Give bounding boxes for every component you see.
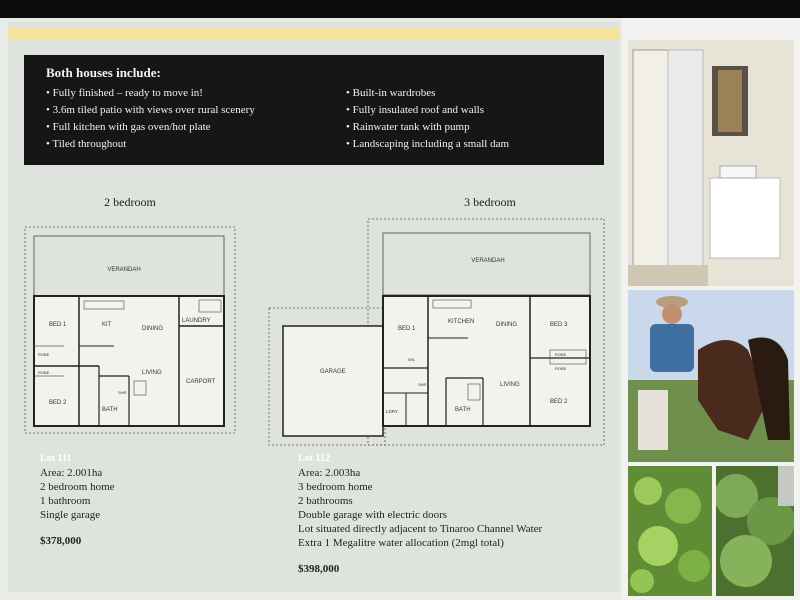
room-verandah: VERANDAH	[107, 267, 141, 273]
room-carport: CARPORT	[186, 379, 216, 385]
floor-plan-2-bedroom	[24, 226, 236, 436]
plan-two-title: 2 bedroom	[104, 195, 156, 209]
room-living: LIVING	[500, 382, 520, 388]
horse-riders-photo	[628, 290, 794, 462]
feature-item: • Fully finished – ready to move in!	[46, 85, 346, 102]
lot-line: Single garage	[40, 509, 101, 521]
lot-line: 2 bedroom home	[40, 481, 115, 493]
room-living: LIVING	[142, 370, 162, 376]
floor-plan-3-bedroom	[268, 218, 608, 448]
room-robe-2: ROBE	[555, 366, 567, 371]
top-bar	[0, 0, 800, 18]
lot-price: $398,000	[298, 563, 340, 575]
lot-name: Lot 111	[40, 453, 72, 464]
room-bed1: BED 1	[398, 326, 416, 332]
accent-stripe	[8, 28, 620, 40]
feature-item: • 3.6m tiled patio with views over rural scenery	[46, 102, 346, 119]
feature-item: • Full kitchen with gas oven/hot plate	[46, 119, 346, 136]
lot-line: Lot situated directly adjacent to Tinaroo Channel Water	[298, 523, 543, 535]
room-garage: GARAGE	[320, 369, 346, 375]
room-robe-1: ROBE	[38, 352, 50, 357]
lot-line: Area: 2.001ha	[40, 467, 103, 479]
room-ldry: LDRY	[386, 409, 398, 414]
room-kit: KIT	[102, 322, 112, 328]
lot-line: Area: 2.003ha	[298, 467, 361, 479]
room-robe-1: ROBE	[555, 352, 567, 357]
feature-item: • Landscaping including a small dam	[346, 136, 509, 153]
lot-line: 2 bathrooms	[298, 495, 353, 507]
feature-item: • Built-in wardrobes	[346, 85, 509, 102]
lot-111-details	[40, 452, 260, 548]
lot-line: 1 bathroom	[40, 495, 91, 507]
room-bed1: BED 1	[49, 322, 67, 328]
feature-item: • Rainwater tank with pump	[346, 119, 509, 136]
room-bath: BATH	[455, 407, 471, 413]
lot-line: Extra 1 Megalitre water allocation (2mgl total)	[298, 537, 504, 549]
shrub-photo	[716, 466, 794, 596]
room-laundry: LAUNDRY	[182, 318, 211, 324]
features-list-left	[46, 85, 346, 153]
room-kitchen: KITCHEN	[448, 319, 475, 325]
features-heading: Both houses include:	[46, 65, 161, 80]
feature-item: • Tiled throughout	[46, 136, 346, 153]
room-robe-2: ROBE	[38, 370, 50, 375]
feature-item: • Fully insulated roof and walls	[346, 102, 509, 119]
bathroom-photo	[628, 40, 794, 286]
lot-line: Double garage with electric doors	[298, 509, 448, 521]
room-shr: SHR	[118, 390, 127, 395]
room-verandah: VERANDAH	[471, 258, 505, 264]
room-wil: WIL	[408, 357, 416, 362]
room-bed2: BED 2	[49, 400, 67, 406]
room-bed2: BED 2	[550, 399, 568, 405]
lot-name: Lot 112	[298, 453, 330, 464]
lot-112-details	[298, 452, 598, 576]
lot-price: $378,000	[40, 535, 82, 547]
room-dining: DINING	[496, 322, 517, 328]
features-box	[24, 55, 604, 165]
room-bath: BATH	[102, 407, 118, 413]
room-dining: DINING	[142, 326, 163, 332]
foliage-photo	[628, 466, 712, 596]
room-bed3: BED 3	[550, 322, 568, 328]
features-list-right	[346, 85, 509, 153]
room-shr: SHR	[418, 382, 427, 387]
lot-line: 3 bedroom home	[298, 481, 373, 493]
plan-three-title: 3 bedroom	[464, 195, 516, 209]
